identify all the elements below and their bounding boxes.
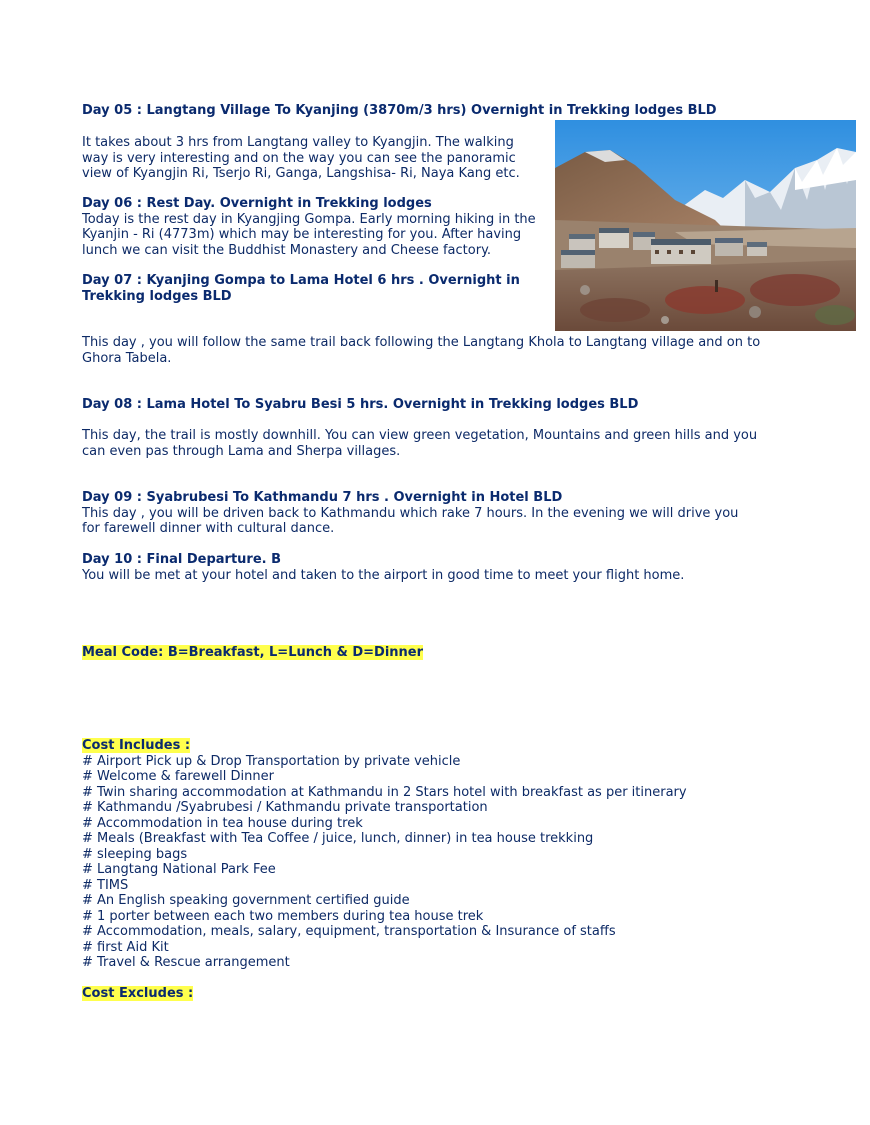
day06-line-3: lunch we can visit the Buddhist Monastery and Cheese factory. (82, 242, 492, 258)
cost-include-item: # first Aid Kit (82, 939, 169, 955)
day05-title: Day 05 : Langtang Village To Kyanjing (3870m/3 hrs) Overnight in Trekking lodges BLD (82, 103, 717, 118)
day10-title: Day 10 : Final Departure. B (82, 552, 282, 567)
cost-include-item: # TIMS (82, 877, 129, 893)
day07-title-line-1: Day 07 : Kyanjing Gompa to Lama Hotel 6 hrs . Overnight in (82, 273, 520, 288)
day10-line-1: You will be met at your hotel and taken to the airport in good time to meet your flight home. (82, 567, 685, 583)
day07-line-1: This day , you will follow the same trail back following the Langtang Khola to Langtang village and on to (82, 335, 761, 350)
day09-line-2: for farewell dinner with cultural dance. (82, 521, 335, 536)
day05-line-1: It takes about 3 hrs from Langtang valley to Kyangjin. The walking (82, 135, 514, 150)
cost-include-item: # Accommodation, meals, salary, equipment, transportation & Insurance of staffs (82, 924, 616, 939)
cost-include-item: # sleeping bags (82, 846, 188, 862)
day09-line-1: This day , you will be driven back to Kathmandu which rake 7 hours. In the evening we will drive you (82, 505, 739, 521)
cost-include-item: # Welcome & farewell Dinner (82, 769, 274, 784)
cost-include-item: # Travel & Rescue arrangement (82, 955, 290, 970)
day06-line-2: Kyanjin - Ri (4773m) which may be interesting for you. After having (82, 227, 522, 242)
cost-excludes-heading: Cost Excludes : (82, 986, 194, 1001)
day06-line-1: Today is the rest day in Kyangjing Gompa. Early morning hiking in the (82, 211, 536, 227)
cost-include-item: # Meals (Breakfast with Tea Coffee / juice, lunch, dinner) in tea house trekking (82, 831, 594, 846)
cost-include-item: # Kathmandu /Syabrubesi / Kathmandu private transportation (82, 800, 488, 815)
mountain-village-photo (555, 120, 856, 331)
cost-include-item: # An English speaking government certified guide (82, 893, 410, 908)
day08-title: Day 08 : Lama Hotel To Syabru Besi 5 hrs. Overnight in Trekking lodges BLD (82, 397, 639, 412)
cost-include-item: # 1 porter between each two members during tea house trek (82, 908, 484, 924)
day07-title-line-2: Trekking lodges BLD (82, 288, 232, 304)
cost-include-item: # Twin sharing accommodation at Kathmandu in 2 Stars hotel with breakfast as per itinerary (82, 784, 687, 800)
cost-include-item: # Airport Pick up & Drop Transportation by private vehicle (82, 753, 461, 769)
meal-code: Meal Code: B=Breakfast, L=Lunch & D=Dinner (82, 645, 424, 660)
day07-line-2: Ghora Tabela. (82, 350, 172, 366)
day06-title: Day 06 : Rest Day. Overnight in Trekking lodges (82, 196, 432, 211)
cost-excludes-heading-line (82, 986, 193, 1002)
day08-line-2: can even pas through Lama and Sherpa villages. (82, 443, 401, 459)
day05-line-2: way is very interesting and on the way you can see the panoramic (82, 150, 516, 166)
cost-includes-heading: Cost Includes : (82, 738, 191, 753)
cost-include-item: # Accommodation in tea house during trek (82, 815, 363, 831)
cost-includes-heading-line (82, 738, 190, 754)
meal-code-line (82, 645, 423, 661)
cost-include-item: # Langtang National Park Fee (82, 862, 276, 877)
day09-title: Day 09 : Syabrubesi To Kathmandu 7 hrs . Overnight in Hotel BLD (82, 490, 563, 505)
day08-line-1: This day, the trail is mostly downhill. You can view green vegetation, Mountains and green hills and you (82, 428, 758, 443)
day05-line-3: view of Kyangjin Ri, Tserjo Ri, Ganga, Langshisa- Ri, Naya Kang etc. (82, 166, 520, 181)
